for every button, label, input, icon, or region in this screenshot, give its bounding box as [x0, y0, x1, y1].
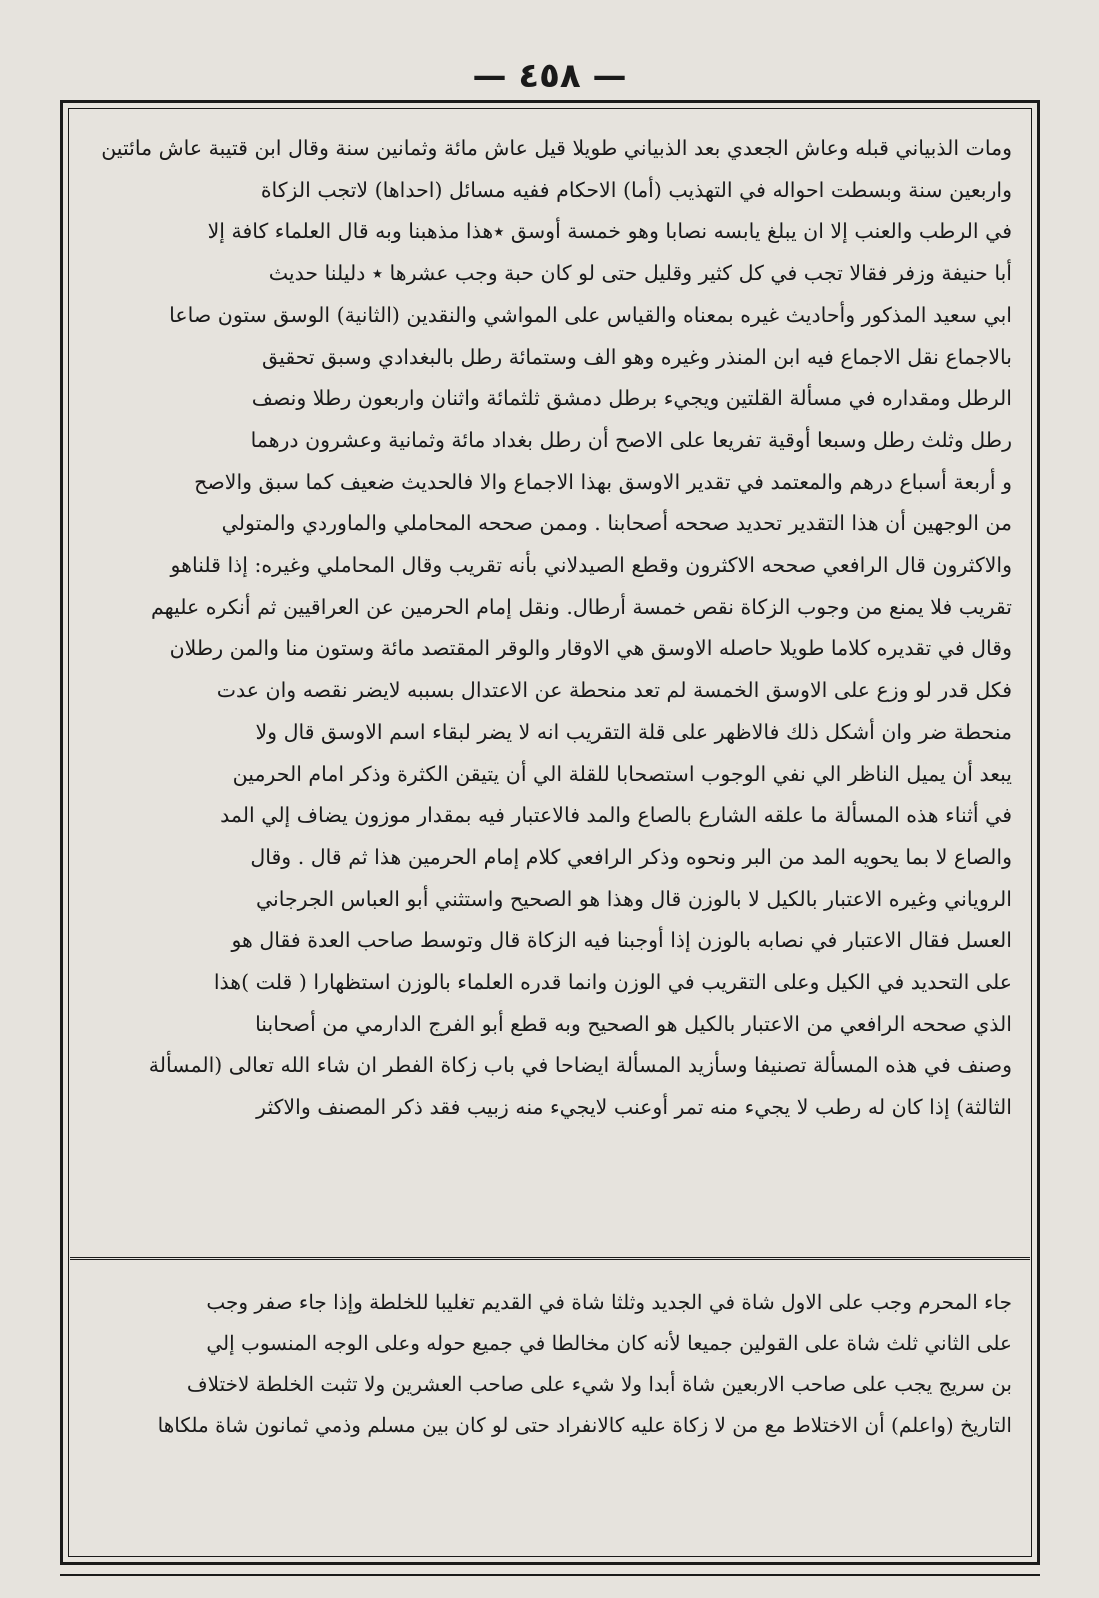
- text-line: وصنف في هذه المسألة تصنيفا وسأزيد المسألة ايضاحا في باب زكاة الفطر ان شاء الله تعالى (المسألة: [148, 1053, 1012, 1078]
- text-line: تقريب فلا يمنع من وجوب الزكاة نقص خمسة أرطال. ونقل إمام الحرمين عن العراقيين ثم أنكره عليهم: [150, 594, 1012, 619]
- text-line: و أربعة أسباع درهم والمعتمد في تقدير الاوسق بهذا الاجماع والا فالحديث ضعيف كما سبق والاصح: [194, 469, 1012, 494]
- text-line: يبعد أن يميل الناظر الي نفي الوجوب استصحابا للقلة الي أن يتيقن الكثرة وذكر امام الحرمين: [232, 761, 1012, 786]
- page-number: — ٤٥٨ —: [472, 56, 627, 96]
- footnote-line: جاء المحرم وجب على الاول شاة في الجديد وثلثا شاة في القديم تغليبا للخلطة وإذا جاء صفر وجب: [206, 1290, 1012, 1314]
- text-line: ابي سعيد المذكور وأحاديث غيره بمعناه والقياس على المواشي والنقدين (الثانية) الوسق ستون صاعا: [169, 302, 1012, 327]
- text-line: في أثناء هذه المسألة ما علقه الشارع بالصاع والمد فالاعتبار فيه بمقدار موزون يضاف إلي المد: [220, 803, 1012, 828]
- text-line: أبا حنيفة وزفر فقالا تجب في كل كثير وقليل حتى لو كان حبة وجب عشرها ٭ دليلنا حديث: [268, 261, 1012, 286]
- text-line: بالاجماع نقل الاجماع فيه ابن المنذر وغيره وهو الف وستمائة رطل بالبغدادي وسبق تحقيق: [262, 344, 1012, 369]
- text-line: ومات الذبياني قبله وعاش الجعدي بعد الذبياني طويلا قيل عاش مائة وثمانين سنة وقال ابن قتيبة عاش مائتين: [101, 136, 1012, 160]
- text-line: على التحديد في الكيل وعلى التقريب في الوزن وانما قدره العلماء بالوزن استظهارا ( قلت )هذا: [213, 970, 1012, 995]
- footnote-block: [90, 1282, 1012, 1446]
- text-line: فكل قدر لو وزع على الاوسق الخمسة لم تعد منحطة عن الاعتدال بسببه لايضر نقصه وان عدت: [216, 678, 1012, 703]
- footnote-separator: [70, 1257, 1030, 1260]
- text-line: رطل وثلث رطل وسبعا أوقية تفريعا على الاصح أن رطل بغداد مائة وثمانية وعشرون درهما: [250, 427, 1012, 452]
- footnote-line: بن سريج يجب على صاحب الاربعين شاة أبدا ولا شيء على صاحب العشرين ولا تثبت الخلطة لاختلاف: [186, 1372, 1012, 1396]
- text-line: الذي صححه الرافعي من الاعتبار بالكيل هو الصحيح وبه قطع أبو الفرج الدارمي من أصحابنا: [255, 1011, 1012, 1036]
- text-line: في الرطب والعنب إلا ان يبلغ يابسه نصابا وهو خمسة أوسق ٭هذا مذهبنا وبه قال العلماء كافة إلا: [207, 219, 1012, 244]
- text-line: والصاع لا بما يحويه المد من البر ونحوه وذكر الرافعي كلام إمام الحرمين هذا ثم قال . وقال: [250, 844, 1012, 869]
- main-text-block: [90, 128, 1012, 1129]
- text-line: من الوجهين أن هذا التقدير تحديد صححه أصحابنا . وممن صححه المحاملي والماوردي والمتولي: [221, 511, 1012, 536]
- text-line: الثالثة) إذا كان له رطب لا يجيء منه تمر أوعنب لايجيء منه زبيب فقد ذكر المصنف والاكثر: [256, 1095, 1012, 1120]
- bottom-rule: [60, 1574, 1040, 1576]
- text-line: العسل فقال الاعتبار في نصابه بالوزن إذا أوجبنا فيه الزكاة قال وتوسط صاحب العدة فقال هو: [231, 928, 1012, 953]
- text-line: الرطل ومقداره في مسألة القلتين ويجيء برطل دمشق ثلثمائة واثنان واربعون رطلا ونصف: [251, 386, 1012, 411]
- footnote-line: على الثاني ثلث شاة على القولين جميعا لأنه كان مخالطا في جميع حوله وعلى الوجه المنسوب إلي: [206, 1331, 1012, 1355]
- footnote-line: التاريخ (واعلم) أن الاختلاط مع من لا زكاة عليه كالانفراد حتى لو كان بين مسلم وذمي ثمانون شاة ملكاها: [157, 1413, 1012, 1437]
- text-line: وقال في تقديره كلاما طويلا حاصله الاوسق هي الاوقار والوقر المقتصد مائة وستون منا والمن رطلان: [169, 636, 1012, 661]
- text-line: الروياني وغيره الاعتبار بالكيل لا بالوزن قال وهذا هو الصحيح واستثني أبو العباس الجرجاني: [255, 886, 1012, 911]
- main-paragraph: [90, 128, 1012, 1129]
- text-line: واربعين سنة وبسطت احواله في التهذيب (أما) الاحكام ففيه مسائل (احداها) لاتجب الزكاة: [260, 177, 1012, 202]
- text-line: والاكثرون قال الرافعي صححه الاكثرون وقطع الصيدلاني بأنه تقريب وقال المحاملي وغيره: إذا قلناهو: [170, 553, 1012, 578]
- text-line: منحطة ضر وان أشكل ذلك فالاظهر على قلة التقريب انه لا يضر لبقاء اسم الاوسق قال ولا: [255, 719, 1012, 744]
